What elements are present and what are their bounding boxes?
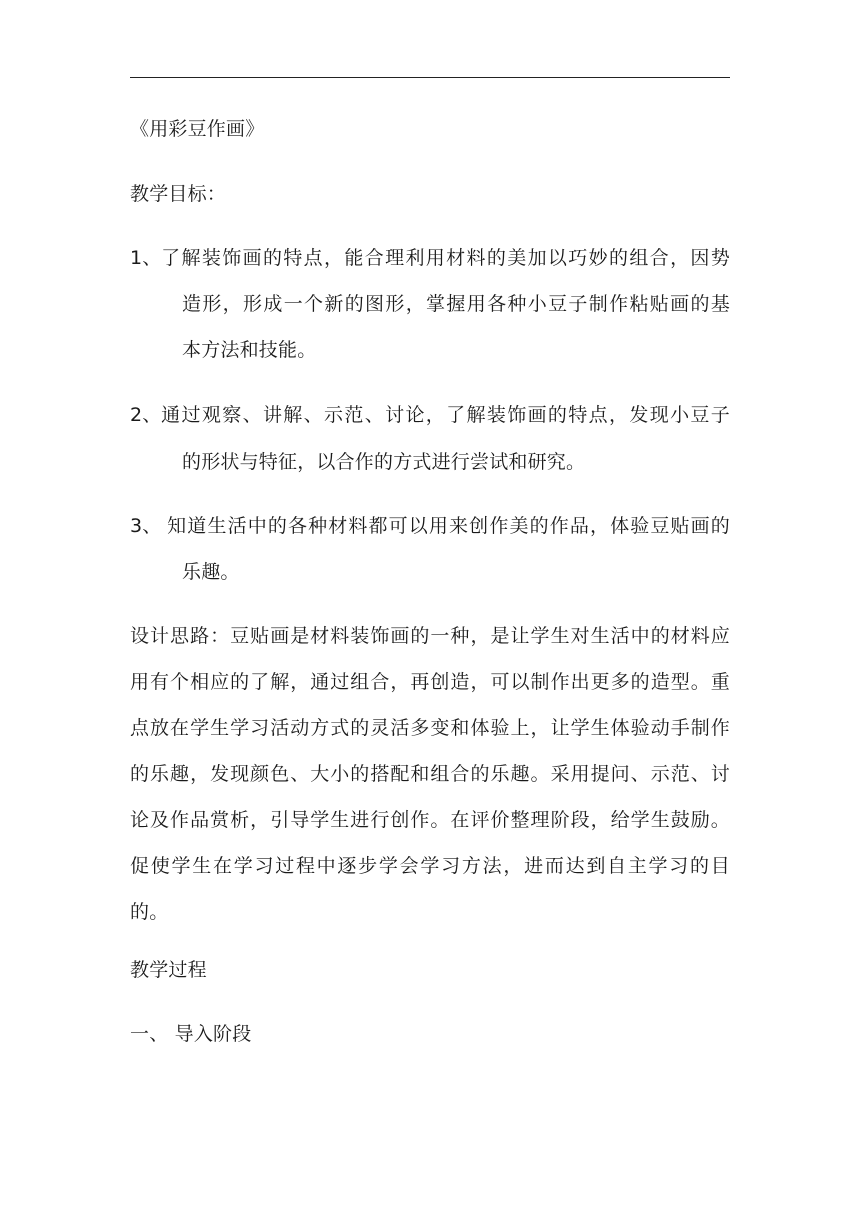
design-line-5: 论及作品赏析，引导学生进行创作。在评价整理阶段，给学生鼓励。 [130, 809, 730, 831]
objective-3-line-1 [130, 514, 730, 538]
objective-2-line-1 [130, 403, 730, 427]
process-heading: 教学过程 [130, 959, 207, 981]
document-title: 《用彩豆作画》 [130, 118, 265, 140]
design-line-7: 的。 [130, 901, 169, 923]
objective-1-text-1: 了解装饰画的特点，能合理利用材料的美加以巧妙的组合，因势 [160, 247, 730, 269]
design-line-1: 设计思路：豆贴画是材料装饰画的一种，是让学生对生活中的材料应 [130, 625, 730, 647]
design-line-2: 用有个相应的了解，通过组合，再创造，可以制作出更多的造型。重 [130, 671, 730, 693]
objective-2-number: 2、 [130, 404, 162, 426]
design-line-3: 点放在学生学习活动方式的灵活多变和体验上，让学生体验动手制作 [130, 717, 730, 739]
objective-1-line-3: 本方法和技能。 [182, 339, 317, 361]
objective-1-line-1 [130, 246, 730, 270]
objective-1-number: 1、 [130, 247, 162, 269]
objective-2-line-2: 的形状与特征，以合作的方式进行尝试和研究。 [182, 451, 586, 473]
objective-3-text-1: 知道生活中的各种材料都可以用来创作美的作品，体验豆贴画的 [160, 515, 730, 537]
objective-3-number: 3、 [130, 515, 162, 537]
header-rule [130, 77, 730, 78]
objective-1-line-2: 造形，形成一个新的图形，掌握用各种小豆子制作粘贴画的基 [182, 293, 730, 315]
section-one-heading: 一、 导入阶段 [130, 1023, 252, 1045]
objectives-heading: 教学目标： [130, 183, 227, 205]
design-line-6: 促使学生在学习过程中逐步学会学习方法，进而达到自主学习的目 [130, 855, 730, 877]
objective-3-line-2: 乐趣。 [182, 561, 240, 583]
objective-2-text-1: 通过观察、讲解、示范、讨论，了解装饰画的特点，发现小豆子 [160, 404, 730, 426]
design-line-4: 的乐趣，发现颜色、大小的搭配和组合的乐趣。采用提问、示范、讨 [130, 763, 730, 785]
